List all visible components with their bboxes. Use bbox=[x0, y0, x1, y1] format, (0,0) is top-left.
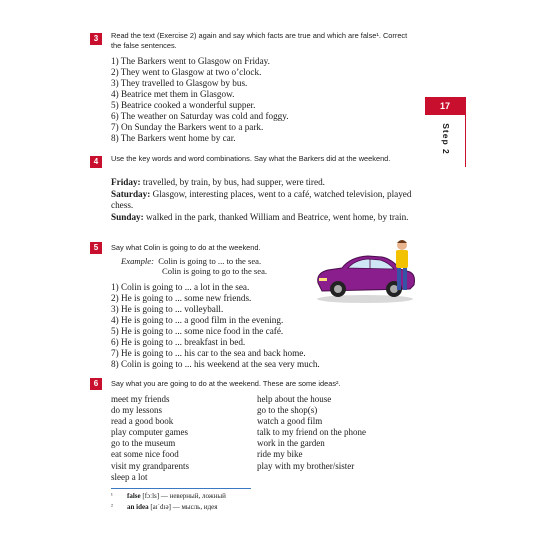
list-item: 5) He is going to ... some nice food in the café. bbox=[111, 326, 284, 336]
list-item: 6) The weather on Saturday was cold and foggy. bbox=[111, 111, 289, 121]
page-tab-rule bbox=[465, 97, 466, 167]
footnote-2 bbox=[111, 503, 218, 512]
footnote-text: [fɔːls] — неверный, ложный bbox=[140, 492, 226, 500]
list-item: eat some nice food bbox=[111, 449, 179, 460]
exercise-3-list bbox=[111, 56, 289, 144]
step-side-label bbox=[440, 120, 462, 165]
list-item: go to the museum bbox=[111, 438, 176, 449]
list-item: work in the garden bbox=[257, 438, 325, 449]
list-item: meet my friends bbox=[111, 394, 170, 404]
footnote-word: an idea bbox=[127, 503, 149, 511]
list-item: help about the house bbox=[257, 394, 332, 404]
sunday-line bbox=[111, 212, 416, 224]
exercise-number-4: 4 bbox=[90, 156, 102, 168]
exercise-5-instruction: Say what Colin is going to do at the weekend. bbox=[111, 243, 261, 252]
saturday-line bbox=[111, 189, 416, 212]
list-item: 4) He is going to ... a good film in the evening. bbox=[111, 315, 284, 325]
exercise-5-list bbox=[111, 282, 320, 370]
footnote-text: [aɪˈdɪə] — мысль, идея bbox=[148, 503, 218, 511]
example-label: Example: bbox=[121, 256, 154, 266]
list-item: watch a good film bbox=[257, 416, 323, 427]
friday-line bbox=[111, 177, 416, 189]
exercise-3-instruction: Read the text (Exercise 2) again and say which facts are true and which are false¹. Correct the false sentences. bbox=[111, 31, 408, 50]
list-item: go to the shop(s) bbox=[257, 405, 318, 416]
step-label-text: Step 2 bbox=[440, 123, 451, 155]
list-item: 7) On Sunday the Barkers went to a park. bbox=[111, 122, 264, 132]
list-item: 5) Beatrice cooked a wonderful supper. bbox=[111, 100, 256, 110]
list-item: play with my brother/sister bbox=[257, 460, 355, 471]
ideas-column-1 bbox=[111, 394, 189, 483]
list-item: 7) He is going to ... his car to the sea and back home. bbox=[111, 348, 306, 358]
list-item: do my lessons bbox=[111, 405, 163, 416]
list-item: read a good book bbox=[111, 416, 174, 427]
car-illustration bbox=[310, 235, 420, 305]
friday-label: Friday: bbox=[111, 177, 141, 187]
sunday-text: walked in the park, thanked William and Beatrice, went home, by train. bbox=[143, 211, 409, 222]
exercise-5-example bbox=[121, 256, 267, 276]
list-item: 2) They went to Glasgow at two o’clock. bbox=[111, 67, 262, 77]
list-item: 6) He is going to ... breakfast in bed. bbox=[111, 337, 246, 347]
list-item: 2) He is going to ... some new friends. bbox=[111, 293, 252, 303]
list-item: 3) He is going to ... volleyball. bbox=[111, 304, 224, 314]
exercise-4-keywords bbox=[111, 177, 416, 223]
list-item: ride my bike bbox=[257, 449, 303, 460]
footnote-mark: ² bbox=[111, 504, 113, 510]
sunday-label: Sunday: bbox=[111, 211, 144, 222]
saturday-text: Glasgow, interesting places, went to a café, watched television, played chess. bbox=[111, 188, 412, 211]
exercise-6-instruction: Say what you are going to do at the weekend. These are some ideas². bbox=[111, 379, 341, 388]
footnote-1 bbox=[111, 492, 226, 501]
footnote-word: false bbox=[127, 492, 141, 500]
saturday-label: Saturday: bbox=[111, 188, 151, 199]
exercise-number-6: 6 bbox=[90, 378, 102, 390]
list-item: 8) The Barkers went home by car. bbox=[111, 133, 236, 143]
exercise-number-3: 3 bbox=[90, 33, 102, 45]
page-number-tab: 17 bbox=[425, 97, 465, 115]
footnote-divider bbox=[111, 488, 251, 489]
list-item: 1) The Barkers went to Glasgow on Friday. bbox=[111, 56, 270, 66]
list-item: 4) Beatrice met them in Glasgow. bbox=[111, 89, 235, 99]
footnote-mark: ¹ bbox=[111, 493, 113, 499]
list-item: 1) Colin is going to ... a lot in the sea. bbox=[111, 282, 250, 292]
list-item: visit my grandparents bbox=[111, 460, 189, 471]
list-item: talk to my friend on the phone bbox=[257, 427, 366, 438]
list-item: 8) Colin is going to ... his weekend at the sea very much. bbox=[111, 359, 320, 369]
example-line-1: Colin is going to ... to the sea. bbox=[158, 256, 262, 266]
exercise-number-5: 5 bbox=[90, 242, 102, 254]
example-line-2: Colin is going to go to the sea. bbox=[162, 266, 268, 276]
friday-text: travelled, by train, by bus, had supper, were tired. bbox=[140, 177, 325, 187]
list-item: 3) They travelled to Glasgow by bus. bbox=[111, 78, 248, 88]
list-item: play computer games bbox=[111, 427, 188, 438]
exercise-4-instruction: Use the key words and word combinations. Say what the Barkers did at the weekend. bbox=[111, 154, 391, 163]
list-item: sleep a lot bbox=[111, 471, 148, 482]
ideas-column-2 bbox=[257, 394, 366, 472]
